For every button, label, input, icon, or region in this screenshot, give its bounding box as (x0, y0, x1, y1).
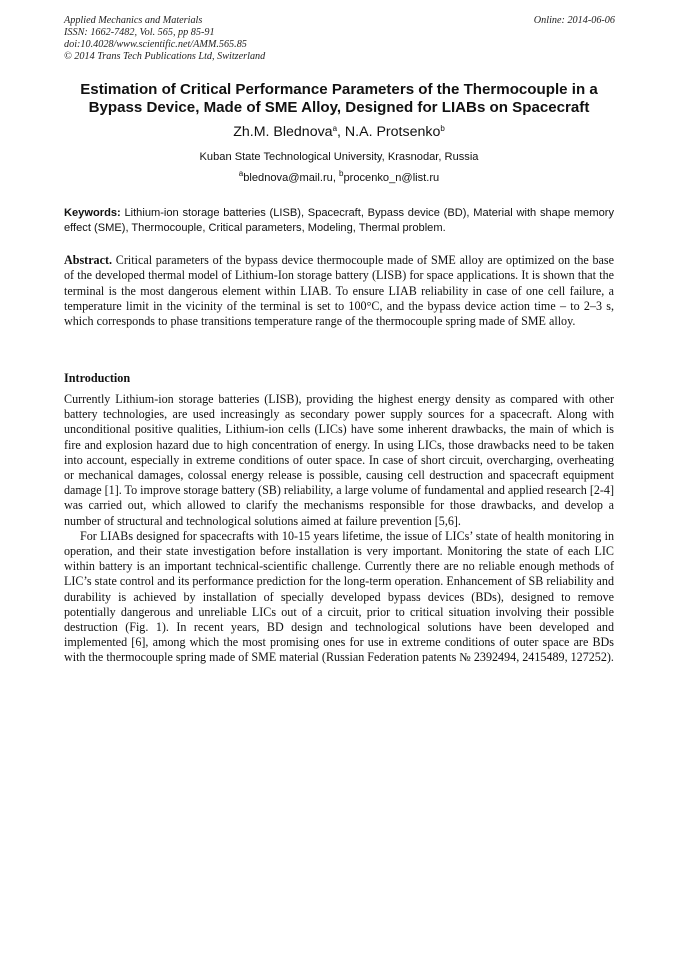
email-separator: , (332, 172, 339, 184)
journal-name: Applied Mechanics and Materials (64, 15, 203, 26)
author-separator: , (337, 124, 345, 140)
abstract-label: Abstract. (64, 253, 113, 267)
affiliation: Kuban State Technological University, Krasnodar, Russia (199, 151, 479, 163)
email-mark: a (238, 169, 244, 178)
author-affiliation-mark: b (440, 124, 445, 133)
journal-issn: ISSN: 1662-7482, Vol. 565, pp 85-91 (64, 27, 215, 38)
author-emails (56, 171, 622, 185)
keywords-label: Keywords: (64, 207, 121, 219)
email-address: procenko_n@list.ru (343, 172, 440, 184)
email-mark: b (339, 169, 344, 178)
introduction-body (64, 392, 614, 666)
online-date: Online: 2014-06-06 (533, 15, 615, 26)
paragraph: For LIABs designed for spacecrafts with 10-15 years lifetime, the issue of LICs’ state of health monitoring in operation, and their state investigation before installation is very important. Monitoring the state of each LIC within battery is an important technical-scientific challenge. Currently there are no reliable enough methods of LIC’s state control and its performance prediction for the long-term operation. Enhancement of SB reliability and durability is achieved by installation of specially developed bypass devices (BDs), designed to remove potentially dangerous and unreliable LICs out of a circuit, prior to critical situation involving their possible destruction (Fig. 1). In recent years, BD design and technological solutions have been developed and implemented [6], among which the most promising ones for use in extreme conditions of outer space are BDs with the thermocouple spring made of SME material (Russian Federation patents № 2392494, 2415489, 127252). (64, 528, 614, 665)
author-affiliation-mark: a (332, 124, 338, 133)
email-address: blednova@mail.ru (243, 172, 333, 184)
keywords-block (64, 206, 614, 235)
author-name: N.A. Protsenko (344, 124, 441, 140)
journal-copyright: © 2014 Trans Tech Publications Ltd, Switzerland (64, 51, 266, 62)
paragraph: Currently Lithium-ion storage batteries (LISB), providing the highest energy density as compared with other battery technologies, are used increasingly as secondary power supply sources for a spacecraft. Along with unconditional positive qualities, Lithium-ion cells (LICs) have some inherent drawbacks, the main of which is fire and explosion hazard due to high concentration of energy. In using LICs, those drawbacks need to be taken into account, especially in extreme conditions of outer space. In case of short circuit, overcharging, overheating or mechanical damages, colossal energy release is possible, causing cell destruction and spacecraft equipment damage [1]. To improve storage battery (SB) reliability, a large volume of fundamental and applied research [2-4] was carried out, which allowed to clarify the mechanisms responsible for those drawbacks, and develop a number of structural and technological solutions aimed at failure prevention [5,6]. (64, 392, 615, 528)
author-list (56, 123, 622, 141)
keywords-text: Lithium-ion storage batteries (LISB), Spacecraft, Bypass device (BD), Material with shape memory effect (SME), Thermocouple, Critical parameters, Modeling, Thermal problem. (64, 207, 614, 234)
journal-header (64, 15, 265, 63)
section-heading-introduction: Introduction (64, 371, 131, 385)
journal-doi: doi:10.4028/www.scientific.net/AMM.565.85 (64, 39, 247, 50)
author-name: Zh.M. Blednova (233, 124, 333, 140)
paper-title: Estimation of Critical Performance Parameters of the Thermocouple in a Bypass Device, Made of SME Alloy, Designed for LIABs on Spacecraft (80, 81, 598, 116)
abstract-block (64, 253, 614, 329)
abstract-text: Critical parameters of the bypass device thermocouple made of SME alloy are optimized on the base of the developed thermal model of Lithium-Ion storage battery (LISB) for space applications. It is shown that the terminal is the most dangerous element within LIAB. To ensure LIAB reliability in case of one cell failure, a temperature limit in the vicinity of the terminal is set to 100°C, and the bypass device action time – to 2–3 s, which corresponds to phase transitions temperature range of the thermocouple spring made of SME alloy. (64, 253, 614, 329)
